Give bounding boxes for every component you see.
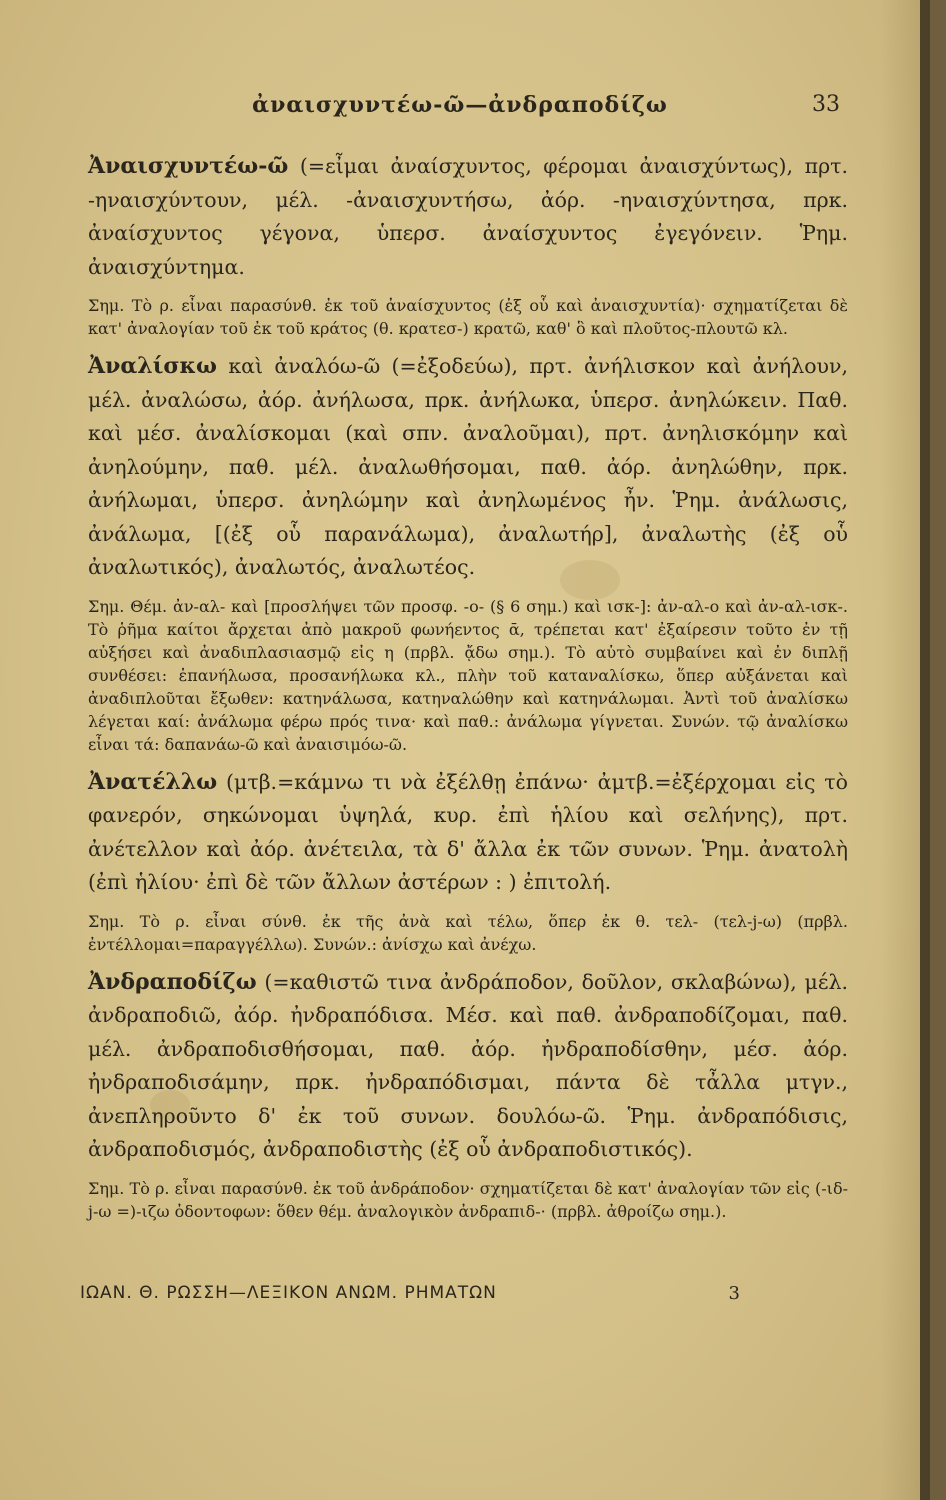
dictionary-entry xyxy=(88,966,848,1167)
entry-headword: Ἀνδραποδίζω xyxy=(88,968,257,995)
entry-headword: Ἀναισχυντέω-ῶ xyxy=(88,153,289,179)
entry-headword: Ἀνατέλλω xyxy=(88,768,218,795)
dictionary-entry xyxy=(88,150,848,284)
footer-title: ΙΩΑΝ. Θ. ΡΩΣΣΗ—ΛΕΞΙΚΟΝ ΑΝΩΜ. ΡΗΜΑΤΩΝ xyxy=(80,1283,497,1303)
entry-headword: Ἀναλίσκω xyxy=(88,353,217,379)
dictionary-entry xyxy=(88,766,848,900)
entry-note: Σημ. Τὸ ρ. εἶναι παρασύνθ. ἐκ τοῦ ἀνδράποδον· σχηματίζεται δὲ κατ' ἀναλογίαν τῶν εἰς (-ιδ-j-ω =)-ιζω ὀδοντοφων: ὅθεν θέμ. ἀναλογικὸν ἀνδραπιδ-· (πρβλ. ἀθροίζω σημ.). xyxy=(88,1178,848,1221)
page-number: 33 xyxy=(812,92,840,117)
page-header xyxy=(90,92,840,132)
page-footer xyxy=(80,1283,740,1309)
running-head: ἀναισχυντέω-ῶ—ἀνδραποδίζω xyxy=(252,92,668,118)
entry-note: Σημ. Τὸ ρ. εἶναι σύνθ. ἐκ τῆς ἀνὰ καὶ τέλω, ὅπερ ἐκ θ. τελ- (τελ-j-ω) (πρβλ. ἐντέλλομαι=παραγγέλλω). Συνών.: ἀνίσχω καὶ ἀνέχω. xyxy=(88,911,848,954)
dictionary-entry xyxy=(88,350,848,585)
entry-note: Σημ. Τὸ ρ. εἶναι παρασύνθ. ἐκ τοῦ ἀναίσχυντος (ἐξ οὗ καὶ ἀναισχυντία)· σχηματίζεται δὲ κατ' ἀναλογίαν τοῦ ἐκ τοῦ κράτος (θ. κρατεσ-) κρατῶ, καθ' ὃ καὶ πλοῦτος-πλουτῶ κλ. xyxy=(88,296,848,338)
signature-mark: 3 xyxy=(728,1283,740,1304)
entry-text: (=εἶμαι ἀναίσχυντος, φέρομαι ἀναισχύντως), πρτ. -ηναισχύντουν, μέλ. -ἀναισχυντήσω, ἀόρ. -ηναισχύντησα, πρκ. ἀναίσχυντος γέγονα, ὑπερσ. ἀναίσχυντος ἐγεγόνειν. Ῥημ. ἀναισχύντημα. xyxy=(88,154,848,279)
page-edge-shadow xyxy=(880,0,930,1500)
entry-text: (=καθιστῶ τινα ἀνδράποδον, δοῦλον, σκλαβώνω), μέλ. ἀνδραποδιῶ, ἀόρ. ἠνδραπόδισα. Μέσ. καὶ παθ. ἀνδραποδίζομαι, παθ. μέλ. ἀνδραποδισθήσομαι, παθ. ἀόρ. ἠνδραποδίσθην, μέσ. ἀόρ. ἠνδραποδισάμην, πρκ. ἠνδραπόδισμαι, πάντα δὲ τἆλλα μτγν., ἀνεπληροῦντο δ' ἐκ τοῦ συνων. δουλόω-ῶ. Ῥημ. ἀνδραπόδισις, ἀνδραποδισμός, ἀνδραποδιστὴς (ἐξ οὗ ἀνδραποδιστικός). xyxy=(88,969,848,1161)
page-body xyxy=(88,150,848,1233)
entry-note: Σημ. Θέμ. ἀν-αλ- καὶ [προσλήψει τῶν προσφ. -ο- (§ 6 σημ.) καὶ ισκ-]: ἀν-αλ-ο καὶ ἀν-αλ-ισκ-. Τὸ ῥῆμα καίτοι ἄρχεται ἀπὸ μακροῦ φωνήεντος ᾱ, τρέπεται κατ' ἐξαίρεσιν τοῦτο ἐν τῇ αὐξήσει καὶ ἀναδιπλασιασμῷ εἰς η (πρβλ. ᾄδω σημ.). Τὸ αὐτὸ συμβαίνει καὶ ἐν διπλῇ συνθέσει: ἐπανήλωσα, προσανήλωκα κλ., πλὴν τοῦ καταναλίσκω, ὅπερ αὐξάνεται καὶ ἀναδιπλοῦται ἔξωθεν: κατηνάλωσα, κατηναλώθην καὶ κατηνάλωμαι. Ἀντὶ τοῦ ἀναλίσκω λέγεται καί: ἀνάλωμα φέρω πρός τινα· καὶ παθ.: ἀνάλωμα γίγνεται. Συνών. τῷ ἀναλίσκω εἶναι τά: δαπανάω-ῶ καὶ ἀναισιμόω-ῶ. xyxy=(88,596,848,754)
entry-text: καὶ ἀναλόω-ῶ (=ἐξοδεύω), πρτ. ἀνήλισκον καὶ ἀνήλουν, μέλ. ἀναλώσω, ἀόρ. ἀνήλωσα, πρκ. ἀνήλωκα, ὑπερσ. ἀνηλώκειν. Παθ. καὶ μέσ. ἀναλίσκομαι (καὶ σπν. ἀναλοῦμαι), πρτ. ἀνηλισκόμην καὶ ἀνηλούμην, παθ. μέλ. ἀναλωθήσομαι, παθ. ἀόρ. ἀνηλώθην, πρκ. ἀνήλωμαι, ὑπερσ. ἀνηλώμην καὶ ἀνηλωμένος ἦν. Ῥημ. ἀνάλωσις, ἀνάλωμα, [(ἐξ οὗ παρανάλωμα), ἀναλωτήρ], ἀναλωτὴς (ἐξ οὗ ἀναλωτικός), ἀναλωτός, ἀναλωτέος. xyxy=(88,354,848,579)
entry-text: (μτβ.=κάμνω τι νὰ ἐξέλθῃ ἐπάνω· ἀμτβ.=ἐξέρχομαι εἰς τὸ φανερόν, σηκώνομαι ὑψηλά, κυρ. ἐπὶ ἡλίου καὶ σελήνης), πρτ. ἀνέτελλον καὶ ἀόρ. ἀνέτειλα, τὰ δ' ἄλλα ἐκ τῶν συνων. Ῥημ. ἀνατολὴ (ἐπὶ ἡλίου· ἐπὶ δὲ τῶν ἄλλων ἀστέρων : ) ἐπιτολή. xyxy=(88,769,848,894)
